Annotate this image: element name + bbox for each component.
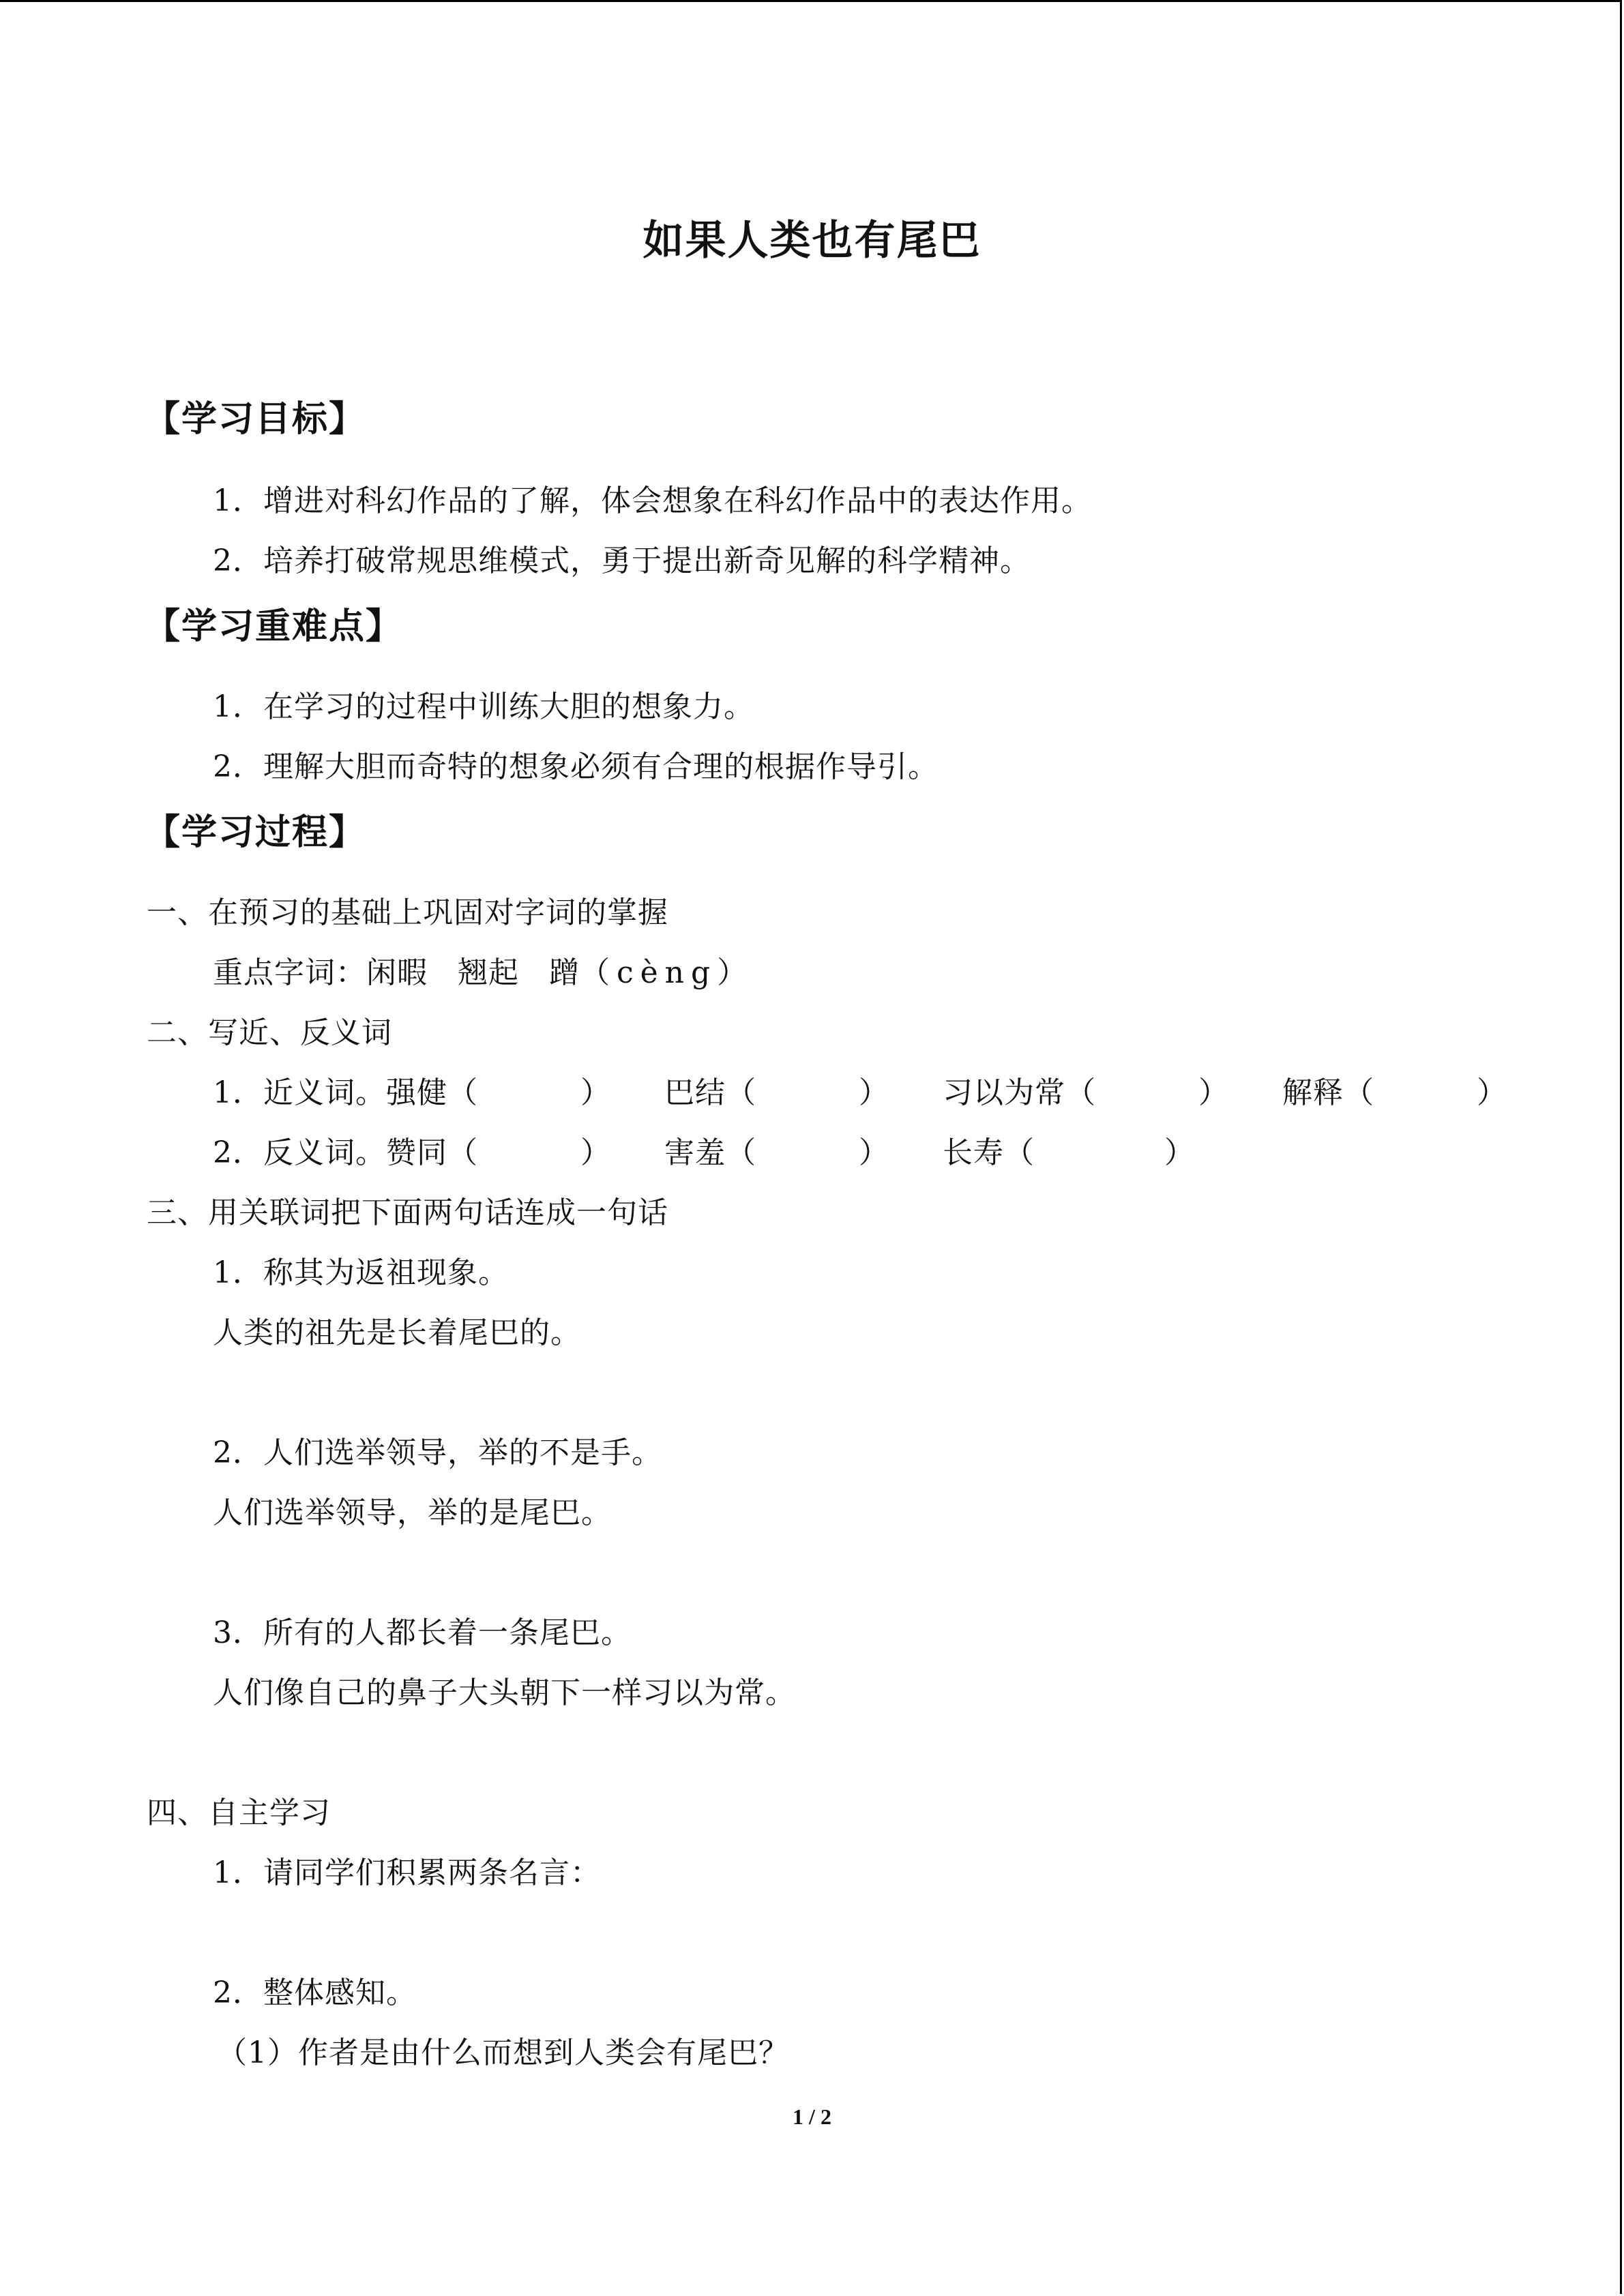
part3-q2-a: 2．人们选举领导，举的不是手。	[213, 1435, 662, 1470]
close-paren: ）	[1477, 1075, 1507, 1110]
part3-heading: 三、用关联词把下面两句话连成一句话	[147, 1195, 668, 1230]
part4-q1: 1．请同学们积累两条名言：	[213, 1855, 601, 1890]
synonym-word-4: 解释（	[1282, 1075, 1374, 1110]
key-words-line	[213, 948, 754, 992]
antonyms-line	[213, 1128, 1195, 1172]
part3-q1-a: 1．称其为返祖现象。	[213, 1255, 509, 1290]
section-heading-key-points: 【学习重难点】	[145, 606, 403, 647]
synonyms-line	[213, 1068, 1507, 1112]
close-paren: ）	[1198, 1075, 1229, 1110]
synonym-label: 1．近义词。强健（	[213, 1075, 478, 1110]
pinyin-annotation: （cèng）	[580, 955, 754, 990]
synonym-word-3: 习以为常（	[943, 1075, 1096, 1110]
key-word-2: 翘起	[458, 955, 519, 990]
section-heading-goals: 【学习目标】	[145, 399, 366, 440]
close-paren: ）	[859, 1135, 889, 1170]
antonym-word-3: 长寿（	[943, 1135, 1035, 1170]
antonym-word-2: 害羞（	[664, 1135, 756, 1170]
goal-item-1: 1．增进对科幻作品的了解，体会想象在科幻作品中的表达作用。	[213, 483, 1092, 518]
part3-q2-b: 人们选举领导，举的是尾巴。	[213, 1495, 612, 1530]
part4-heading: 四、自主学习	[147, 1795, 331, 1830]
part4-q2-1: （1）作者是由什么而想到人类会有尾巴？	[217, 2036, 789, 2070]
key-words-label: 重点字词：闲暇	[213, 955, 428, 990]
key-point-item-1: 1．在学习的过程中训练大胆的想象力。	[213, 689, 754, 724]
document-title: 如果人类也有尾巴	[643, 217, 981, 265]
synonym-word-2: 巴结（	[664, 1075, 756, 1110]
section-heading-process: 【学习过程】	[145, 812, 366, 853]
part3-q1-b: 人类的祖先是长着尾巴的。	[213, 1315, 581, 1350]
close-paren: ）	[859, 1075, 889, 1110]
part1-heading: 一、在预习的基础上巩固对字词的掌握	[147, 895, 668, 930]
close-paren: ）	[580, 1075, 611, 1110]
antonym-label: 2．反义词。赞同（	[213, 1135, 478, 1170]
part3-q3-b: 人们像自己的鼻子大头朝下一样习以为常。	[213, 1675, 796, 1710]
close-paren: ）	[580, 1135, 611, 1170]
part4-q2: 2．整体感知。	[213, 1976, 417, 2010]
close-paren: ）	[1164, 1135, 1195, 1170]
key-word-3: 蹭	[549, 955, 580, 990]
part3-q3-a: 3．所有的人都长着一条尾巴。	[213, 1615, 632, 1650]
page-number: 1 / 2	[793, 2104, 831, 2129]
goal-item-2: 2．培养打破常规思维模式，勇于提出新奇见解的科学精神。	[213, 543, 1031, 578]
part2-heading: 二、写近、反义词	[147, 1015, 392, 1050]
key-point-item-2: 2．理解大胆而奇特的想象必须有合理的根据作导引。	[213, 749, 939, 784]
